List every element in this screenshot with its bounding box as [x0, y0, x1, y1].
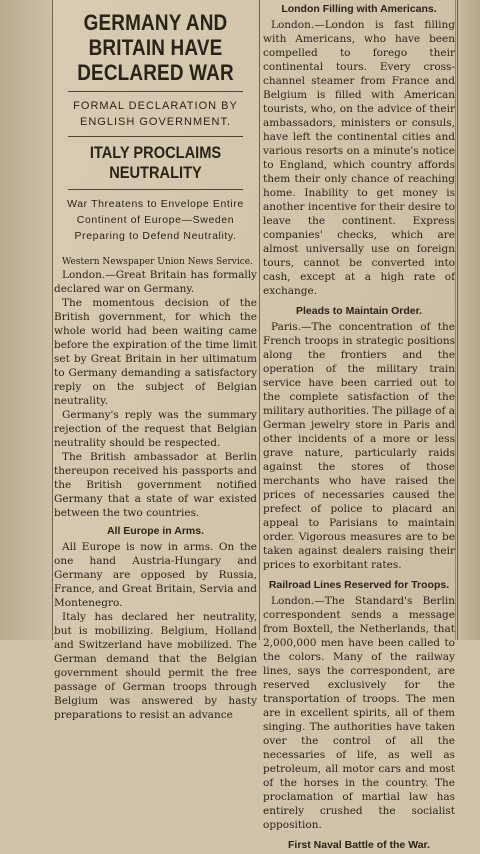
column-rule-left	[52, 0, 53, 640]
article-paragraph: London.—The Standard's Berlin correspondent sends a message from Boxtell, the Netherlands, that 2,000,000 men have been called to the colors. Many of the railway lines, says the correspondent, are reserved exclusively for the transportation of troops. The men are in excellent spirits, all of them singing. The authorities have taken over the control of all the necessaries of life, as well as petroleum, all motor cars and most of the horses in the country. The proclamation of martial law has entirely crushed the socialist opposition.	[263, 595, 455, 831]
article-paragraph: London.—Great Britain has formally declared war on Germany.	[54, 269, 257, 295]
right-column	[263, 0, 455, 854]
column-rule-right	[457, 0, 458, 640]
article-paragraph: The momentous decision of the British government, for which the whole world had been waiting came before the expiration of the time limit set by Great Britain in her ultimatum to Germany demanding a satisfactory reply on the subject of Belgian neutrality.	[54, 297, 257, 407]
divider	[68, 91, 243, 92]
article-paragraph: Germany's reply was the summary rejection of the request that Belgian neutrality should be respected.	[54, 409, 257, 449]
divider	[68, 136, 243, 137]
adjacent-page-edge-left	[0, 0, 52, 640]
article-paragraph: The British ambassador at Berlin thereupon received his passports and the British government notified Germany that a state of war existed between the two countries.	[54, 451, 257, 519]
adjacent-page-edge-right	[455, 0, 480, 640]
deck-formal-declaration: FORMAL DECLARATION BY ENGLISH GOVERNMENT.	[73, 100, 238, 128]
divider	[68, 189, 243, 190]
subhead-railroad-lines: Railroad Lines Reserved for Troops.	[268, 579, 450, 591]
subhead-first-naval-battle: First Naval Battle of the War.	[288, 839, 430, 851]
left-column	[54, 0, 257, 722]
deck-war-threatens: War Threatens to Envelope Entire Continent of Europe—Sweden Preparing to Defend Neutrality.	[67, 198, 244, 242]
subhead-all-europe: All Europe in Arms.	[106, 525, 205, 537]
headline-italy: ITALY PROCLAIMS NEUTRALITY	[89, 143, 222, 182]
news-service-credit: Western Newspaper Union News Service.	[62, 257, 253, 267]
subhead-pleads-order: Pleads to Maintain Order.	[295, 305, 423, 317]
main-headline: GERMANY AND BRITAIN HAVE DECLARED WAR	[77, 10, 234, 85]
subhead-london-americans: London Filling with Americans.	[281, 3, 437, 15]
article-paragraph: All Europe is now in arms. On the one hand Austria-Hungary and Germany are opposed by Russia, France, and Great Britain, Servia and Montenegro.	[54, 541, 257, 609]
column-rule-center	[259, 0, 260, 640]
article-paragraph: Italy has declared her neutrality, but is mobilizing. Belgium, Holland and Switzerland have mobilized. The German demand that the Belgian government should permit the free passage of German troops through Belgium was answered by hasty preparations to resist an advance	[54, 611, 257, 721]
article-paragraph: London.—London is fast filling with Americans, who have been compelled to forego their continental tours. Every cross-channel steamer from France and Belgium is filled with American tourists, who, on the advice of their ambassadors, ministers or consuls, have left the continental cities and various resorts on a minute's notice to England, which country affords them their only chance of reaching home. Inability to get money is another incentive for their desire to leave the continent. Express companies' checks, which are almost universally use on foreign tours, cannot be converted into cash, except at a high rate of exchange.	[263, 19, 455, 297]
article-paragraph: Paris.—The concentration of the French troops in strategic positions along the frontiers and the operation of the military train service have been carried out to the complete satisfaction of the military authorities. The pillage of a German jewelry store in Paris and other incidents of a more or less grave nature, particularly raids against the stores of those merchants who have raised the prices of necessaries caused the prefect of police to placard an appeal to Parisians to maintain order. Vigorous measures are to be taken against dealers raising their prices to exorbitant rates.	[263, 321, 455, 571]
